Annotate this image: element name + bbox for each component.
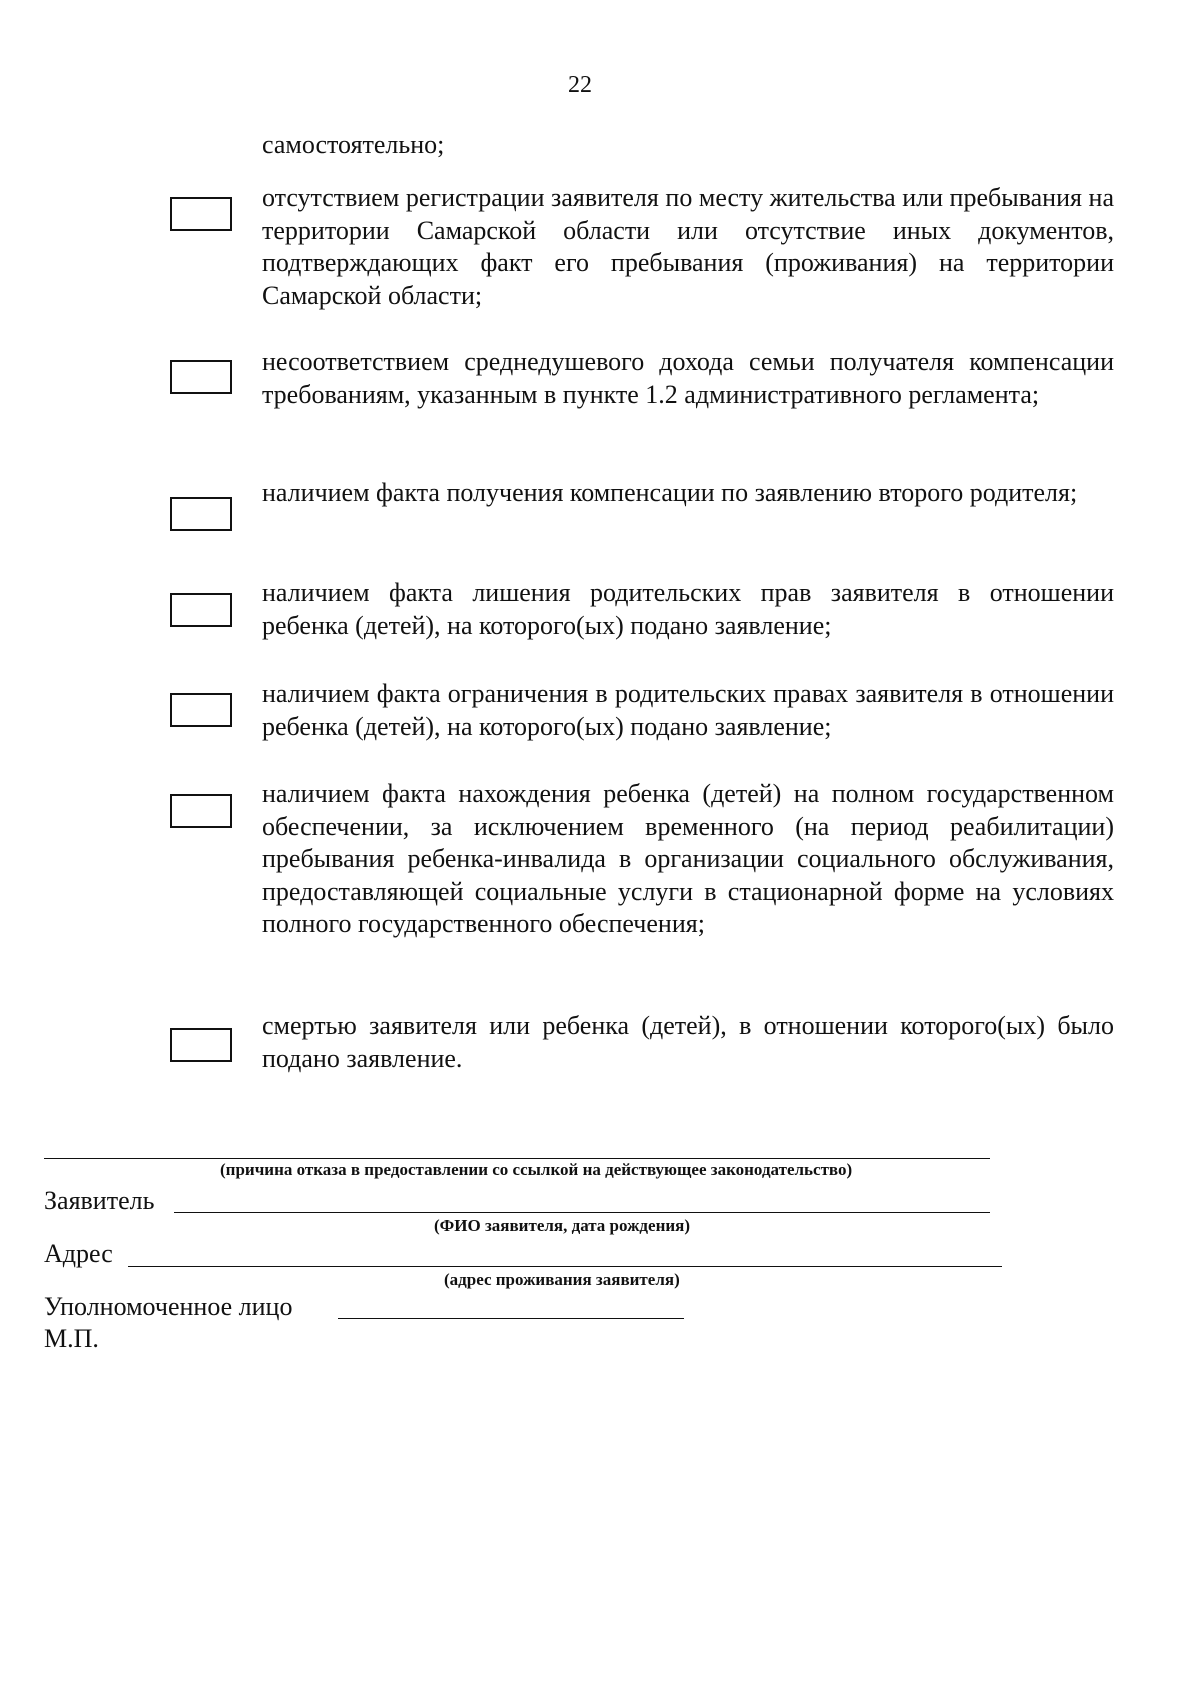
address-line[interactable] [128, 1266, 1002, 1267]
item-text: наличием факта ограничения в родительских правах заявителя в отношении ребенка (детей), на которого(ых) подано заявление; [262, 679, 1114, 741]
reason-checkbox-7[interactable] [170, 1028, 232, 1062]
reason-line[interactable] [44, 1158, 990, 1159]
reason-checkbox-5[interactable] [170, 693, 232, 727]
item-text: смертью заявителя или ребенка (детей), в отношении которого(ых) было подано заявление. [262, 1011, 1114, 1073]
authorized-label: Уполномоченное лицо [44, 1292, 293, 1321]
address-caption: (адрес проживания заявителя) [444, 1270, 680, 1289]
reason-caption: (причина отказа в предоставлении со ссылкой на действующее законодательство) [220, 1160, 853, 1179]
reason-checkbox-3[interactable] [170, 497, 232, 531]
item-text: отсутствием регистрации заявителя по месту жительства или пребывания на территории Самарской области или отсутствие иных документов, подтверждающих факт его пребывания (проживания) на территории Самарской области; [262, 183, 1114, 310]
applicant-line[interactable] [174, 1212, 990, 1213]
reason-checkbox-6[interactable] [170, 794, 232, 828]
page-number: 22 [568, 72, 592, 98]
reason-checkbox-4[interactable] [170, 593, 232, 627]
item-text: наличием факта нахождения ребенка (детей) на полном государственном обеспечении, за исключением временного (на период реабилитации) пребывания ребенка-инвалида в организации социального обслуживания, предоставляющей социальные услуги в стационарной форме на условиях полного государственного обеспечения; [262, 779, 1114, 938]
item-text: наличием факта лишения родительских прав заявителя в отношении ребенка (детей), на которого(ых) подано заявление; [262, 578, 1114, 640]
applicant-caption: (ФИО заявителя, дата рождения) [434, 1216, 691, 1235]
item-text: наличием факта получения компенсации по заявлению второго родителя; [262, 478, 1078, 507]
address-label: Адрес [44, 1239, 113, 1268]
reason-checkbox-2[interactable] [170, 360, 232, 394]
stamp-label: М.П. [44, 1324, 99, 1353]
reason-checkbox-1[interactable] [170, 197, 232, 231]
authorized-line[interactable] [338, 1318, 684, 1319]
intro-text: самостоятельно; [262, 130, 445, 159]
item-text: несоответствием среднедушевого дохода семьи получателя компенсации требованиям, указанным в пункте 1.2 административного регламента; [262, 347, 1114, 409]
applicant-label: Заявитель [44, 1186, 155, 1215]
